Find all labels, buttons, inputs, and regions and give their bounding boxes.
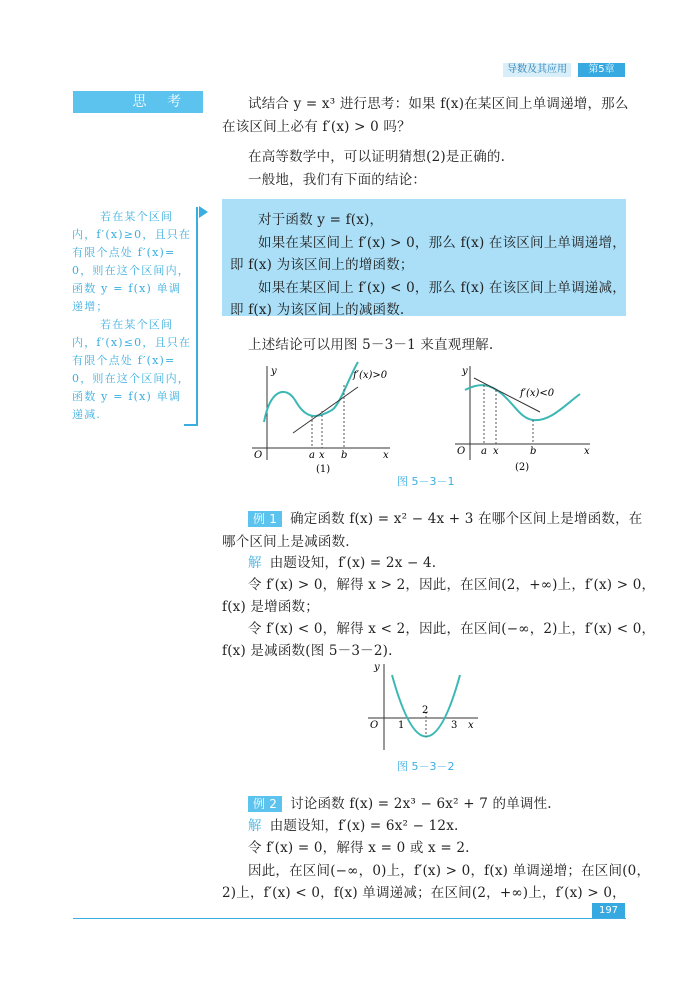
sidenote-line: 递减. bbox=[72, 408, 102, 421]
sidenote-line: 函数 y = f(x) 单调 bbox=[72, 282, 182, 295]
tick-x: x bbox=[319, 450, 325, 461]
x-label: x bbox=[584, 446, 590, 457]
sidenote-line: 内，f′(x)≤0，且只在 bbox=[72, 336, 192, 349]
x-label: x bbox=[383, 450, 389, 461]
tick-a: a bbox=[481, 446, 487, 457]
example-1-text: 确定函数 f(x) = x² − 4x + 3 在哪个区间上是增函数，在 bbox=[290, 511, 643, 527]
figure-intro: 上述结论可以用图 5－3－1 来直观理解. bbox=[248, 337, 494, 353]
sidenote-line: 0，则在这个区间内， bbox=[72, 372, 190, 385]
solution-tag: 解 bbox=[248, 555, 262, 571]
solution-1-line bbox=[248, 551, 436, 571]
example-1-line bbox=[248, 507, 643, 527]
solution-2-line bbox=[248, 814, 459, 834]
think-text: 试结合 y = x³ 进行思考：如果 f(x)在某区间上单调递增，那么 bbox=[248, 96, 629, 112]
sidenote-line: 内，f′(x)≥0，且只在 bbox=[72, 228, 192, 241]
y-label: y bbox=[271, 366, 277, 377]
conclusion-line: 即 f(x) 为该区间上的减函数. bbox=[230, 302, 405, 318]
conclusion-line: 对于函数 y = f(x)， bbox=[258, 212, 384, 228]
figure-5-3-1 bbox=[240, 360, 610, 475]
origin-label: O bbox=[370, 720, 379, 731]
solution-text: 令 f′(x) < 0，解得 x < 2，因此，在区间(−∞，2)上，f′(x) < 0， bbox=[248, 621, 656, 637]
figure-caption: 图 5－3－2 bbox=[397, 760, 455, 773]
example-2-tag: 例 2 bbox=[248, 796, 282, 812]
example-2-line bbox=[248, 792, 552, 812]
figure-caption: 图 5－3－1 bbox=[397, 475, 455, 488]
solution-tag: 解 bbox=[248, 818, 262, 834]
example-1-text: 哪个区间上是减函数. bbox=[222, 534, 350, 550]
footer-rule bbox=[73, 918, 626, 919]
sidenote-line: 有限个点处 f′(x)= bbox=[72, 246, 176, 259]
running-header-section: 导数及其应用 bbox=[503, 63, 571, 77]
origin-label: O bbox=[254, 450, 263, 461]
sidenote-bracket bbox=[196, 207, 198, 425]
example-2-text: 讨论函数 f(x) = 2x³ − 6x² + 7 的单调性. bbox=[290, 796, 552, 812]
sidenote-line: 0，则在这个区间内， bbox=[72, 264, 190, 277]
subfigure-label: (1) bbox=[316, 464, 331, 475]
tick-b: b bbox=[341, 450, 348, 461]
solution-text: 由题设知，f′(x) = 2x − 4. bbox=[269, 555, 437, 571]
sidenote-line: 递增； bbox=[72, 300, 109, 313]
derivative-label: f′(x)>0 bbox=[353, 370, 388, 381]
figure-5-3-2 bbox=[360, 658, 480, 758]
tick-1: 1 bbox=[398, 720, 405, 731]
example-1-tag: 例 1 bbox=[248, 511, 282, 527]
tick-3: 3 bbox=[451, 720, 458, 731]
think-text: 在该区间上必有 f′(x) > 0 吗？ bbox=[222, 119, 411, 135]
solution-text: 令 f′(x) > 0，解得 x > 2，因此，在区间(2，+∞)上，f′(x) > 0， bbox=[248, 577, 656, 593]
sidenote-line: 若在某个区间 bbox=[100, 210, 174, 223]
solution-text: 令 f′(x) = 0，解得 x = 0 或 x = 2. bbox=[248, 840, 470, 856]
page-number: 197 bbox=[592, 903, 625, 918]
tick-b: b bbox=[530, 446, 537, 457]
sidenote-line: 有限个点处 f′(x)= bbox=[72, 354, 176, 367]
intro-text: 一般地，我们有下面的结论： bbox=[248, 172, 427, 188]
panel-2 bbox=[455, 366, 590, 473]
pointer-triangle-icon bbox=[199, 206, 208, 218]
tick-x: x bbox=[493, 446, 499, 457]
conclusion-line: 即 f(x) 为该区间上的增函数； bbox=[230, 257, 414, 273]
tick-a: a bbox=[309, 450, 315, 461]
solution-text: f(x) 是增函数； bbox=[222, 599, 319, 615]
sidenote-line: 若在某个区间 bbox=[100, 318, 174, 331]
intro-text: 在高等数学中，可以证明猜想(2)是正确的. bbox=[248, 149, 506, 165]
tick-2: 2 bbox=[422, 705, 429, 716]
y-label: y bbox=[462, 366, 468, 377]
solution-text: f(x) 是减函数(图 5－3－2). bbox=[222, 643, 393, 659]
sidenote-line: 函数 y = f(x) 单调 bbox=[72, 390, 182, 403]
sidenote-bracket-foot bbox=[184, 424, 198, 426]
conclusion-line: 如果在某区间上 f′(x) > 0，那么 f(x) 在该区间上单调递增， bbox=[258, 235, 626, 251]
solution-text: 由题设知，f′(x) = 6x² − 12x. bbox=[269, 818, 459, 834]
y-label: y bbox=[374, 662, 380, 673]
subfigure-label: (2) bbox=[515, 462, 530, 473]
running-header-chapter: 第5章 bbox=[578, 63, 625, 77]
think-label: 思 考 bbox=[73, 91, 203, 113]
derivative-label: f′(x)<0 bbox=[520, 388, 555, 399]
conclusion-line: 如果在某区间上 f′(x) < 0，那么 f(x) 在该区间上单调递减， bbox=[258, 280, 626, 296]
solution-text: 因此，在区间(−∞，0)上，f′(x) > 0，f(x) 单调递增；在区间(0， bbox=[248, 863, 651, 879]
origin-label: O bbox=[457, 446, 466, 457]
x-label: x bbox=[468, 720, 474, 731]
panel-1 bbox=[252, 362, 390, 475]
solution-text: 2)上，f′(x) < 0，f(x) 单调递减；在区间(2，+∞)上，f′(x) > 0， bbox=[222, 885, 626, 901]
